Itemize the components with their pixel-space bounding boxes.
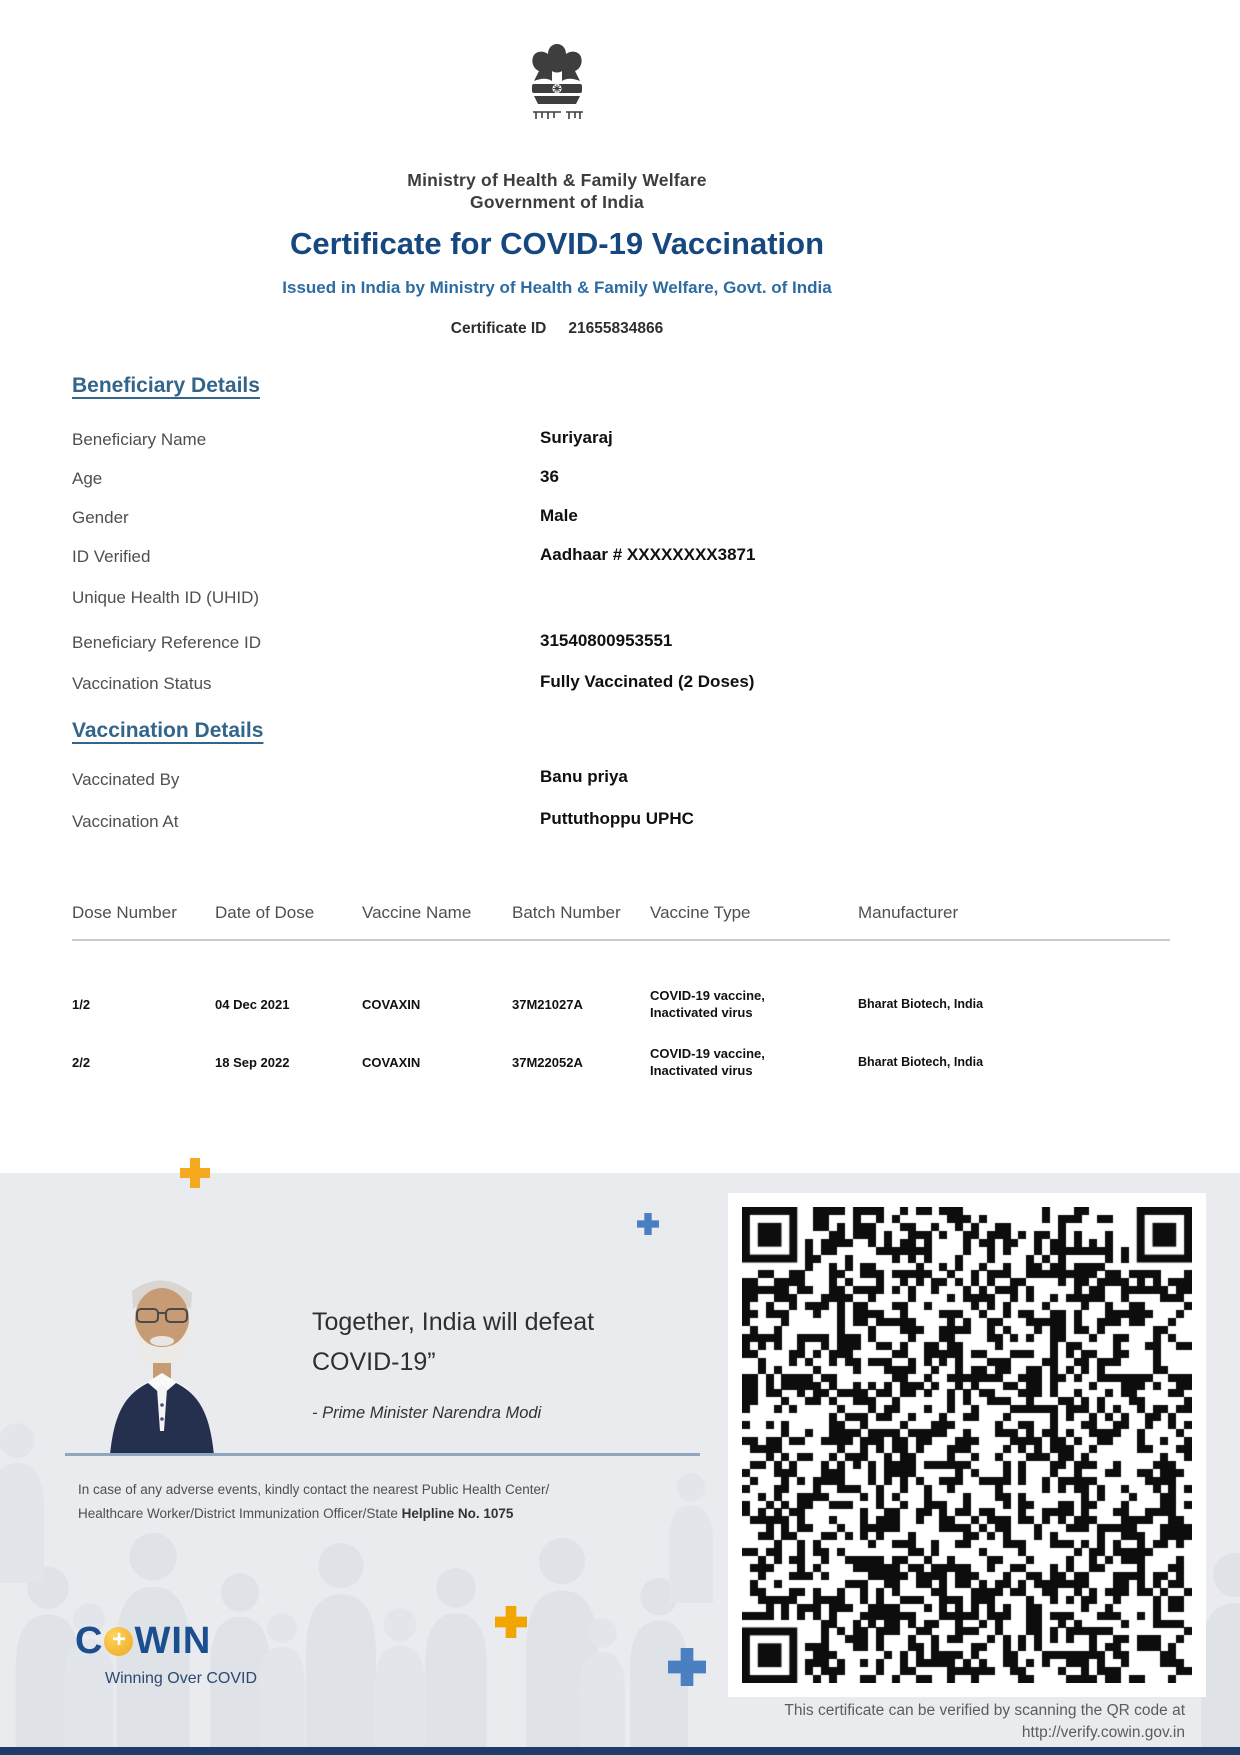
id-verified-value: Aadhaar # XXXXXXXX3871 (540, 545, 756, 564)
helpline-note (78, 1478, 603, 1526)
dose-1-type: COVID-19 vaccine, Inactivated virus (650, 988, 765, 1020)
quote-attribution: - Prime Minister Narendra Modi (312, 1404, 542, 1422)
lion-capital-icon (521, 40, 593, 140)
beneficiary-reference-id-label: Beneficiary Reference ID (72, 633, 261, 652)
cowin-logo (75, 1622, 211, 1660)
gold-plus-bottom-icon (495, 1606, 527, 1638)
dose-row-2 (72, 1033, 1172, 1091)
qr-code (742, 1207, 1192, 1683)
vaccinated-by-label: Vaccinated By (72, 770, 180, 789)
verify-url: http://verify.cowin.gov.in (1021, 1724, 1185, 1741)
dose-1-vaccine: COVAXIN (362, 996, 421, 1012)
government-name: Government of India (470, 192, 644, 212)
dose-1-number: 1/2 (72, 996, 91, 1012)
gold-plus-icon (180, 1158, 210, 1188)
dose-2-batch: 37M22052A (512, 1054, 583, 1070)
certificate-id-row (0, 320, 1114, 338)
certificate-subtitle: Issued in India by Ministry of Health & Family Welfare, Govt. of India (282, 278, 832, 297)
col-batch-number: Batch Number (512, 903, 621, 922)
beneficiary-details-heading: Beneficiary Details (72, 374, 260, 397)
cowin-plus-icon: + (104, 1627, 133, 1656)
beneficiary-name-value: Suriyaraj (540, 428, 613, 447)
beneficiary-name-label: Beneficiary Name (72, 430, 207, 449)
cowin-tagline: Winning Over COVID (105, 1670, 258, 1687)
dose-2-vaccine: COVAXIN (362, 1054, 421, 1070)
banner-divider (65, 1453, 700, 1456)
dose-row-1 (72, 975, 1172, 1033)
vaccination-at-value: Puttuthoppu UPHC (540, 809, 694, 828)
uhid-label: Unique Health ID (UHID) (72, 588, 260, 607)
age-value: 36 (540, 467, 559, 486)
verify-line-1: This certificate can be verified by scanning the QR code at (784, 1702, 1185, 1719)
dose-1-date: 04 Dec 2021 (215, 996, 290, 1012)
col-vaccine-name: Vaccine Name (362, 903, 472, 922)
dose-2-type: COVID-19 vaccine, Inactivated virus (650, 1046, 765, 1078)
vaccination-at-label: Vaccination At (72, 812, 179, 831)
certificate-id-label: Certificate ID (450, 320, 547, 337)
dose-2-number: 2/2 (72, 1054, 91, 1070)
quote-line-1: Together, India will defeat (312, 1308, 595, 1336)
quote-line-2: COVID-19” (312, 1348, 436, 1376)
dose-2-date: 18 Sep 2022 (215, 1054, 290, 1070)
vaccination-details-heading: Vaccination Details (72, 719, 264, 742)
dose-table-header (72, 903, 1172, 923)
verify-note (665, 1700, 1185, 1744)
col-vaccine-type: Vaccine Type (650, 903, 751, 922)
dose-1-manufacturer: Bharat Biotech, India (858, 997, 984, 1011)
id-verified-label: ID Verified (72, 547, 151, 566)
qr-code-panel (728, 1193, 1206, 1697)
ministry-name: Ministry of Health & Family Welfare (407, 170, 707, 190)
vaccinated-by-value: Banu priya (540, 767, 628, 786)
gender-value: Male (540, 506, 578, 525)
helpline-number: Helpline No. 1075 (401, 1506, 514, 1521)
bottom-navy-bar (0, 1747, 1240, 1755)
dose-2-manufacturer: Bharat Biotech, India (858, 1055, 984, 1069)
helpline-text: In case of any adverse events, kindly contact the nearest Public Health Center/ Healthcare Worker/District Immunization Officer/State (78, 1482, 550, 1521)
age-label: Age (72, 469, 103, 488)
cowin-logo-win: WIN (134, 1620, 212, 1662)
vaccination-status-value: Fully Vaccinated (2 Doses) (540, 672, 755, 691)
certificate-id-value: 21655834866 (568, 320, 664, 337)
beneficiary-reference-id-value: 31540800953551 (540, 631, 673, 650)
vaccination-status-label: Vaccination Status (72, 674, 212, 693)
gender-label: Gender (72, 508, 129, 527)
col-dose-number: Dose Number (72, 903, 177, 922)
certificate-title: Certificate for COVID-19 Vaccination (289, 226, 825, 261)
satyameva-jayate-motto (533, 112, 583, 119)
dose-1-batch: 37M21027A (512, 996, 583, 1012)
table-divider (72, 939, 1170, 941)
emblem-of-india-icon (521, 40, 593, 152)
blue-plus-small-icon (637, 1213, 659, 1235)
blue-plus-large-icon (668, 1648, 706, 1686)
cowin-logo-c: C (75, 1620, 104, 1662)
col-manufacturer: Manufacturer (858, 903, 959, 922)
col-date-of-dose: Date of Dose (215, 903, 315, 922)
pm-modi-photo (62, 1255, 262, 1455)
